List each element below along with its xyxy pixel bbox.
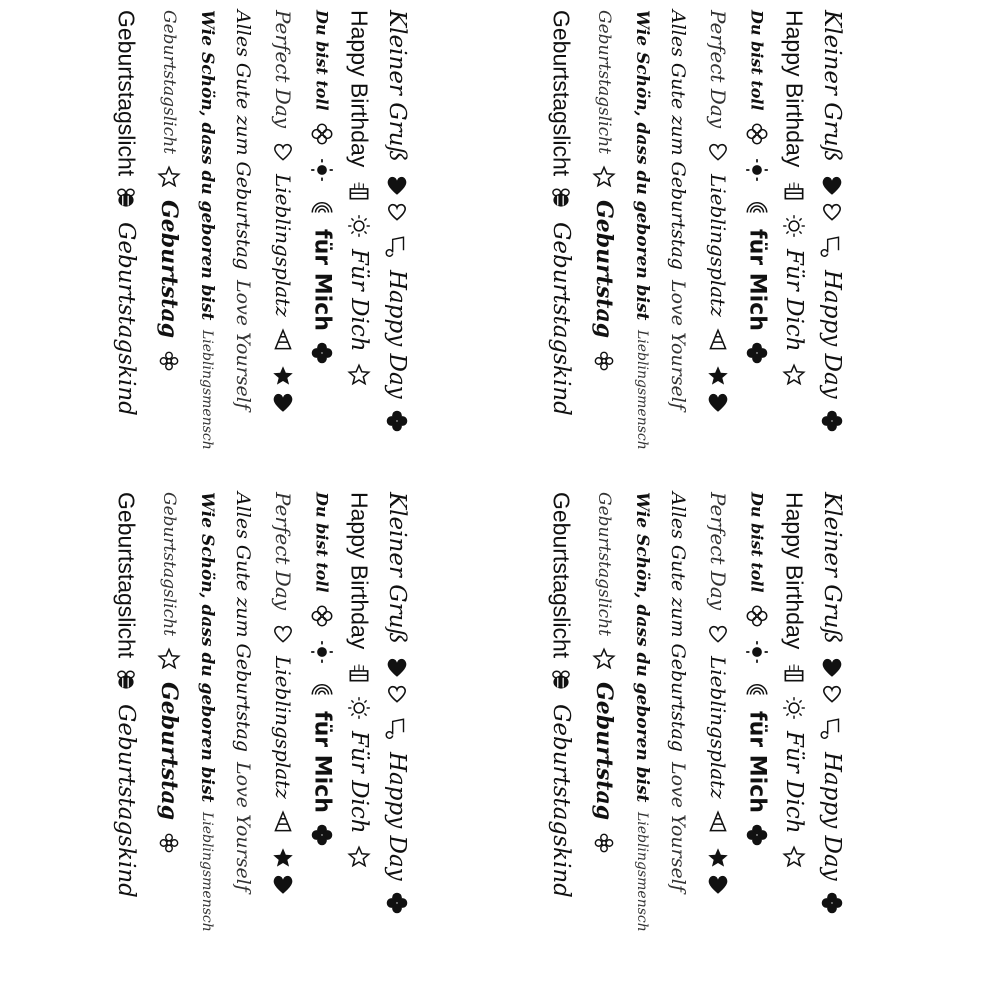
sticker-geburtstagskind: Geburtstagskind	[548, 704, 574, 899]
sticker-block-bottom-left	[100, 492, 420, 970]
column-5	[661, 492, 695, 970]
sticker-perfect-day: Perfect Day	[706, 10, 730, 129]
party-hat-icon	[270, 327, 296, 353]
sticker-lieblingsmensch: Lieblingsmensch	[634, 330, 650, 451]
column-4	[701, 10, 735, 488]
column-8	[541, 10, 581, 488]
column-6	[625, 492, 659, 970]
sun-icon	[781, 695, 807, 721]
star-outline-icon	[156, 646, 182, 672]
sticker-block-top-left	[100, 10, 420, 488]
column-2	[777, 492, 811, 970]
heart-icon	[270, 389, 296, 415]
cake-icon	[781, 177, 807, 203]
sticker-geburtstagslicht-thin: Geburtstagslicht	[159, 492, 179, 636]
sticker-happy-day: Happy Day	[384, 269, 410, 399]
music-note-icon	[819, 716, 845, 742]
sticker-geburtstagslicht-thin: Geburtstagslicht	[594, 10, 614, 154]
sticker-lieblingsplatz: Lieblingsplatz	[706, 174, 730, 317]
sticker-alles-gute: Alles Gute zum Geburtstag	[667, 492, 689, 752]
column-5	[661, 10, 695, 488]
sticker-geburtstag: Geburtstag	[156, 199, 182, 339]
column-2	[342, 492, 376, 970]
sun-icon	[309, 157, 335, 183]
sticker-love-yourself: Love Yourself	[667, 761, 689, 892]
column-3	[740, 492, 774, 970]
star-outline-icon	[156, 164, 182, 190]
heart-outline-icon	[819, 198, 845, 224]
sticker-lieblingsplatz: Lieblingsplatz	[271, 656, 295, 799]
star-outline-icon	[591, 646, 617, 672]
sticker-love-yourself: Love Yourself	[667, 279, 689, 410]
sticker-geburtstagslicht: Geburtstagslicht	[113, 492, 140, 659]
sticker-wie-schoen: Wie Schön, dass du geboren bist	[632, 10, 652, 321]
music-note-icon	[384, 716, 410, 742]
sticker-fuer-dich: Für Dich	[346, 731, 372, 834]
sticker-geburtstagskind: Geburtstagskind	[113, 704, 139, 899]
sticker-geburtstagskind: Geburtstagskind	[113, 222, 139, 417]
sun-icon	[346, 213, 372, 239]
sticker-fuer-dich: Für Dich	[781, 249, 807, 352]
sticker-geburtstagskind: Geburtstagskind	[548, 222, 574, 417]
sticker-fuer-dich: Für Dich	[781, 731, 807, 834]
sun-icon	[781, 213, 807, 239]
sticker-fuer-dich: Für Dich	[346, 249, 372, 352]
sticker-kleiner-gruss: Kleiner Gruß	[384, 10, 410, 162]
heart-outline-icon	[384, 198, 410, 224]
column-7	[587, 10, 621, 488]
heart-icon	[819, 172, 845, 198]
sticker-perfect-day: Perfect Day	[271, 10, 295, 129]
star-icon	[270, 845, 296, 871]
flower-icon	[156, 830, 182, 856]
sticker-wie-schoen: Wie Schön, dass du geboren bist	[197, 10, 217, 321]
sticker-love-yourself: Love Yourself	[232, 279, 254, 410]
sticker-lieblingsmensch: Lieblingsmensch	[199, 330, 215, 451]
sticker-fuer-mich: für Mich	[744, 228, 770, 331]
star-icon	[705, 363, 731, 389]
sticker-lieblingsplatz: Lieblingsplatz	[271, 174, 295, 317]
sticker-geburtstagslicht-thin: Geburtstagslicht	[594, 492, 614, 636]
sticker-alles-gute: Alles Gute zum Geburtstag	[232, 10, 254, 270]
clover-outline-icon	[309, 121, 335, 147]
column-5	[226, 492, 260, 970]
sticker-happy-day: Happy Day	[819, 751, 845, 881]
cake-icon	[346, 177, 372, 203]
heart-icon	[705, 389, 731, 415]
clover-icon	[819, 408, 845, 434]
sticker-happy-birthday: Happy Birthday	[346, 10, 373, 168]
music-note-icon	[819, 234, 845, 260]
sticker-happy-day: Happy Day	[819, 269, 845, 399]
music-note-icon	[384, 234, 410, 260]
sticker-block-top-right	[535, 10, 855, 488]
star-outline-icon	[781, 362, 807, 388]
column-2	[777, 10, 811, 488]
star-outline-icon	[591, 164, 617, 190]
heart-icon	[705, 871, 731, 897]
column-3	[305, 10, 339, 488]
party-hat-icon	[705, 327, 731, 353]
clover-icon	[744, 822, 770, 848]
heart-outline-icon	[705, 620, 731, 646]
clover-icon	[384, 890, 410, 916]
cake-icon	[346, 659, 372, 685]
sticker-lieblingsmensch: Lieblingsmensch	[634, 812, 650, 933]
sticker-alles-gute: Alles Gute zum Geburtstag	[667, 10, 689, 270]
sticker-happy-birthday: Happy Birthday	[781, 492, 808, 650]
clover-icon	[309, 822, 335, 848]
column-5	[226, 10, 260, 488]
sticker-fuer-mich: für Mich	[309, 710, 335, 813]
heart-outline-icon	[705, 138, 731, 164]
clover-outline-icon	[309, 603, 335, 629]
sticker-wie-schoen: Wie Schön, dass du geboren bist	[197, 492, 217, 803]
sticker-lieblingsplatz: Lieblingsplatz	[706, 656, 730, 799]
sticker-du-bist-toll: Du bist toll	[747, 492, 767, 593]
sticker-happy-day: Happy Day	[384, 751, 410, 881]
heart-outline-icon	[270, 620, 296, 646]
sticker-du-bist-toll: Du bist toll	[312, 492, 332, 593]
sticker-geburtstagslicht: Geburtstagslicht	[113, 10, 140, 177]
column-8	[106, 10, 146, 488]
sticker-du-bist-toll: Du bist toll	[747, 10, 767, 111]
clover-icon	[309, 340, 335, 366]
sticker-fuer-mich: für Mich	[309, 228, 335, 331]
sticker-kleiner-gruss: Kleiner Gruß	[819, 10, 845, 162]
column-2	[342, 10, 376, 488]
column-6	[625, 10, 659, 488]
column-7	[152, 10, 186, 488]
rainbow-icon	[744, 193, 770, 219]
sticker-love-yourself: Love Yourself	[232, 761, 254, 892]
sticker-kleiner-gruss: Kleiner Gruß	[819, 492, 845, 644]
clover-icon	[819, 890, 845, 916]
column-1	[817, 492, 847, 970]
sticker-geburtstag: Geburtstag	[156, 681, 182, 821]
sticker-fuer-mich: für Mich	[744, 710, 770, 813]
star-icon	[705, 845, 731, 871]
column-1	[382, 492, 412, 970]
heart-outline-icon	[384, 680, 410, 706]
column-3	[305, 492, 339, 970]
cake-icon	[781, 659, 807, 685]
bee-icon	[113, 186, 139, 212]
sticker-geburtstagslicht: Geburtstagslicht	[548, 10, 575, 177]
sticker-block-bottom-right	[535, 492, 855, 970]
heart-icon	[384, 172, 410, 198]
heart-outline-icon	[819, 680, 845, 706]
heart-icon	[819, 654, 845, 680]
sun-icon	[346, 695, 372, 721]
heart-icon	[384, 654, 410, 680]
bee-icon	[548, 668, 574, 694]
flower-icon	[156, 348, 182, 374]
sticker-happy-birthday: Happy Birthday	[346, 492, 373, 650]
column-6	[190, 10, 224, 488]
column-8	[541, 492, 581, 970]
clover-outline-icon	[744, 121, 770, 147]
column-7	[587, 492, 621, 970]
star-icon	[270, 363, 296, 389]
party-hat-icon	[705, 809, 731, 835]
column-4	[266, 10, 300, 488]
clover-icon	[744, 340, 770, 366]
heart-outline-icon	[270, 138, 296, 164]
column-6	[190, 492, 224, 970]
sticker-perfect-day: Perfect Day	[706, 492, 730, 611]
column-4	[701, 492, 735, 970]
column-1	[382, 10, 412, 488]
sticker-du-bist-toll: Du bist toll	[312, 10, 332, 111]
clover-icon	[384, 408, 410, 434]
rainbow-icon	[309, 193, 335, 219]
sticker-happy-birthday: Happy Birthday	[781, 10, 808, 168]
column-7	[152, 492, 186, 970]
sun-icon	[309, 639, 335, 665]
heart-icon	[270, 871, 296, 897]
sticker-geburtstagslicht-thin: Geburtstagslicht	[159, 10, 179, 154]
rainbow-icon	[309, 675, 335, 701]
column-3	[740, 10, 774, 488]
sun-icon	[744, 639, 770, 665]
rainbow-icon	[744, 675, 770, 701]
party-hat-icon	[270, 809, 296, 835]
star-outline-icon	[781, 844, 807, 870]
column-1	[817, 10, 847, 488]
sticker-alles-gute: Alles Gute zum Geburtstag	[232, 492, 254, 752]
sticker-geburtstag: Geburtstag	[591, 199, 617, 339]
sticker-lieblingsmensch: Lieblingsmensch	[199, 812, 215, 933]
clover-outline-icon	[744, 603, 770, 629]
star-outline-icon	[346, 362, 372, 388]
bee-icon	[548, 186, 574, 212]
sun-icon	[744, 157, 770, 183]
column-8	[106, 492, 146, 970]
sticker-perfect-day: Perfect Day	[271, 492, 295, 611]
flower-icon	[591, 830, 617, 856]
sticker-wie-schoen: Wie Schön, dass du geboren bist	[632, 492, 652, 803]
bee-icon	[113, 668, 139, 694]
column-4	[266, 492, 300, 970]
sticker-geburtstag: Geburtstag	[591, 681, 617, 821]
sticker-kleiner-gruss: Kleiner Gruß	[384, 492, 410, 644]
star-outline-icon	[346, 844, 372, 870]
flower-icon	[591, 348, 617, 374]
sticker-geburtstagslicht: Geburtstagslicht	[548, 492, 575, 659]
